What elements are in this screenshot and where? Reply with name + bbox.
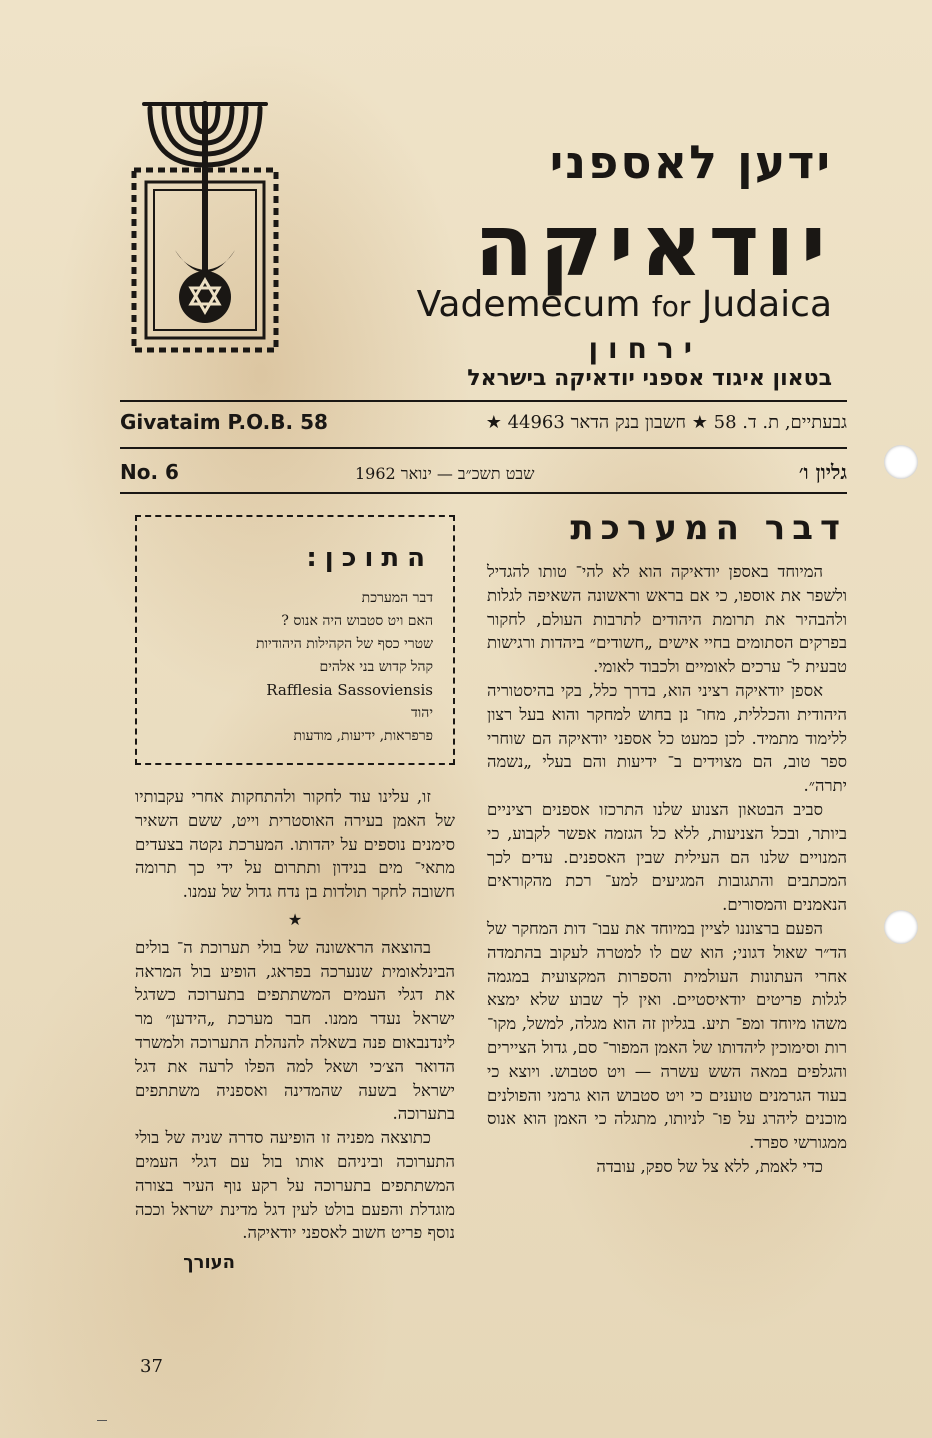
editorial-column-right	[487, 560, 847, 1179]
toc-item: קהל קדוש בני אלהים	[319, 659, 433, 675]
masthead-subtitle: ידען לאספני	[549, 135, 832, 189]
editorial-column-left	[135, 785, 455, 1275]
issue-number-hebrew: גליון ו׳	[798, 460, 847, 484]
editorial-paragraph: זו, עלינו עוד לחקור ולהתחקות אחרי עקבותיו של האמן בעירה האוסטרית וייט, ששם השאיר סימנים נוספים על יהדותו. המערכת נקטה בצעדים מתאי־ מים בנידון ותתרום על ידי כך תרומה חשובה לחקר תולדות בן נדח גדול של עמנו.	[135, 787, 455, 902]
table-of-contents	[135, 515, 455, 765]
editorial-paragraph: המיוחד באספן יודאיקה הוא לא להי־ טותו להגדיל ולשפר את אוספו, כי אם בראש וראשונה השאיפה לגלות ולהבהיר את תרומת היהודים לתרבות העולם, לחקור בפרקים הסתומים בחיי אישים „חשודים״ ביהדות ורגישות טבעית ל־ ערכים לאומיים ולכבוד לאומי.	[487, 562, 847, 677]
editorial-paragraph: הפעם ברצוננו לציין במיוחד את עבו־ דות המחקר של הד״ר שאול דגוני; הוא שם לו למטרה לעקוב בהתמדה אחרי העתונות העולמית והספרות המקצועית במגמה לגלות פריטים יודאיסטיים. ואין לך שבוע שלא ימצא משהו מיוחד ומפ־ תיע. בגליון זה הוא מגלה, למשל, מקו־ רות וסימוכין ליהדותו של האמן המפור־ סם, גדול הציירים והגלפים במאה השש עשרה — ויט סטבוש. ויוצא כי בעוד הגרמנים טוענים כי ויט סטבוש הוא גרמני והפולנים מוכנים ליהרג על פו־ לניותו, מתגלה כי האמן הוא אנוס ממגורשי ספרד.	[487, 918, 847, 1153]
address-rule	[120, 447, 847, 449]
editorial-paragraph: סביב הבטאון הצנוע שלנו התרכזו אספנים רציניים ביותר, ובכל הצניעות, ללא כל הגזמה אפשר לקבוע, כי המנויים שלנו הם העילית שבין האספנים. עדים לכך המכתבים והתגובות המגיעים למע־ רכת מהקוראים הנאמנים והמסורים.	[487, 799, 847, 915]
masthead-title: יודאיקה	[474, 196, 832, 296]
editorial-paragraph: אספן יודאיקה רציני הוא, בדרך כלל, בקי בהיסטוריה היהודית והכללית, מחו־ נן בחוש למחקר והוא בעל רצון ללימוד מתמיד. לכן כמעט כל אספני יודאיקה הם שוחרי ספר טוב, הם מצוידים ב־ ידיעות והם בעלי „נשמה יתרה״.	[487, 680, 847, 796]
issue-date: שבט תשכ״ב — ינואר 1962	[355, 464, 535, 483]
binder-hole-bottom	[884, 910, 918, 944]
address-row	[120, 410, 847, 438]
editorial-paragraph: בהוצאה הראשונה של בולי תערוכת ה־ בולים הבינלאומית שנערכה בפראג, הופיע בול המראה את דגלי העמים המשתתפים בתערוכה כשדגל ישראל נעדר ממנו. חבר מערכת „הידען״ מר לינדנבאום פנה בשאלה להנהלת התערוכה ולמשרד הדואר הצ׳כי ושאל למה הפלו לרעה את דגל ישראל בשעה שהמדינה ואספניה משתתפים בתערוכה.	[135, 937, 455, 1124]
address-english: Givataim P.O.B. 58	[120, 410, 328, 434]
title-en-part1: Vademecum	[416, 284, 641, 325]
toc-title: התוכן:	[306, 543, 433, 573]
toc-item: יהוד	[410, 705, 433, 721]
title-en-part3: Judaica	[701, 284, 832, 325]
toc-item: Rafflesia Sassoviensis	[266, 681, 433, 699]
issue-rule	[120, 492, 847, 494]
page-number: 37	[140, 1356, 163, 1377]
toc-item: האם ויט סטבוש היה אנוס ?	[281, 613, 433, 629]
toc-item: שטרי כסף של הקהילות היהודיות	[255, 636, 433, 652]
toc-item: פרפראות, ידיעות, מודעות	[293, 728, 433, 744]
editorial-paragraph: כתוצאה מפניה זו הופיעה סדרה שניה של בולי התערוכה וביניהם אותו בול עם דגלי העמים המשתתפים בתערוכה על רקע נוף העיר בצורה מוגדלת והפעם בולט לעין דגל מדינת ישראל וככה נוסף פריט חשוב לאספני יודאיקה.	[135, 1128, 455, 1243]
binder-hole-top	[884, 445, 918, 479]
issue-number-english: No. 6	[120, 460, 179, 484]
masthead-title-english	[332, 284, 832, 325]
toc-item: דבר המערכת	[361, 590, 433, 606]
menorah-stamp-logo-icon	[120, 90, 290, 360]
editorial-heading: דבר המערכת	[570, 508, 847, 548]
masthead-monthly: ירחון	[588, 332, 702, 365]
address-hebrew: גבעתיים, ת. ד. 58 ★ חשבון בנק הדאר 44963 ★	[485, 412, 847, 433]
margin-mark	[97, 1420, 107, 1421]
editorial-paragraph: כדי לאמת, ללא צל של ספק, עובדה	[596, 1156, 823, 1176]
editor-signature: העורך	[183, 1252, 235, 1274]
title-en-part2: for	[651, 290, 691, 323]
star-separator: ★	[287, 909, 303, 929]
masthead-organization: בטאון איגוד אספני יודאיקה בישראל	[467, 366, 832, 391]
masthead-rule	[120, 400, 847, 402]
issue-row	[120, 460, 847, 488]
